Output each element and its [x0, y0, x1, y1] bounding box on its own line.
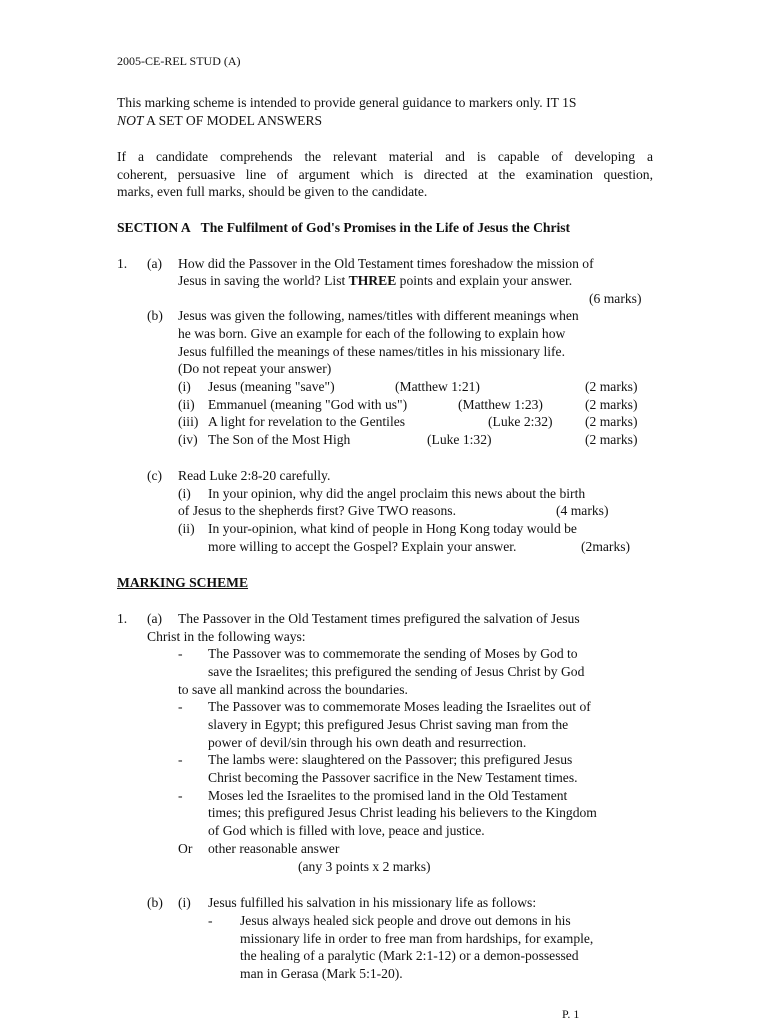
answer-point-line: save the Israelites; this prefigured the sending of Jesus Christ by God	[208, 664, 585, 679]
answer-b-point-line: man in Gerasa (Mark 5:1-20).	[240, 966, 403, 981]
question-number: 1.	[117, 256, 128, 271]
answer-point-line: Moses led the Israelites to the promised land in the Old Testament	[208, 788, 568, 803]
intro-line-2	[117, 112, 322, 130]
question-b-line-3: Jesus fulfilled the meanings of these names/titles in his missionary life.	[178, 344, 565, 359]
name-item-title: The Son of the Most High	[208, 432, 351, 447]
name-item-num: (i)	[178, 379, 191, 394]
intro-para-line-3: marks, even full marks, should be given to the candidate.	[117, 184, 428, 199]
bullet-dash: -	[178, 788, 183, 803]
name-item-title: A light for revelation to the Gentiles	[208, 414, 406, 429]
answer-a-label: (a)	[147, 611, 163, 626]
intro-para-line-1: If a candidate comprehends the relevant material and is capable of developing a	[117, 149, 653, 164]
answer-point-line: The Passover was to commemorate the sending of Moses by God to	[208, 646, 578, 661]
name-item-num: (ii)	[178, 397, 195, 412]
name-item-title: Jesus (meaning "save")	[208, 379, 335, 394]
question-b-label: (b)	[147, 308, 163, 323]
answer-point-line: slavery in Egypt; this prefigured Jesus Christ saving man from the	[208, 717, 569, 732]
answer-b-point-line: missionary life in order to free man from hardships, for example,	[240, 931, 594, 946]
name-item-title: Emmanuel (meaning "God with us")	[208, 397, 408, 412]
question-a-line-2-pre: Jesus in saving the world? List	[178, 273, 349, 288]
question-b-line-1: Jesus was given the following, names/titles with different meanings when	[178, 308, 579, 323]
intro-line-1: This marking scheme is intended to provide general guidance to markers only. IT 1S	[117, 95, 577, 110]
bullet-dash: -	[178, 752, 183, 767]
answer-point-line: times; this prefigured Jesus Christ leading his believers to the Kingdom	[208, 805, 597, 820]
answer-b-point-line: the healing of a paralytic (Mark 2:1-12) or a demon-possessed	[240, 948, 579, 963]
answer-marks-note: (any 3 points x 2 marks)	[298, 859, 431, 874]
answer-other: other reasonable answer	[208, 841, 340, 856]
paper-code: 2005-CE-REL STUD (A)	[117, 54, 241, 68]
marking-scheme-heading: MARKING SCHEME	[117, 575, 249, 590]
name-item-num: (iii)	[178, 414, 199, 429]
name-item-ref: (Luke 2:32)	[488, 414, 553, 429]
answer-b-i-num: (i)	[178, 895, 191, 910]
section-a-label: SECTION A	[117, 220, 191, 235]
answer-or: Or	[178, 841, 193, 856]
answer-point-line: The Passover was to commemorate Moses leading the Israelites out of	[208, 699, 591, 714]
question-c-i-line-2: of Jesus to the shepherds first? Give TWO reasons.	[178, 503, 456, 518]
name-item-num: (iv)	[178, 432, 198, 447]
answer-a-line-1: The Passover in the Old Testament times prefigured the salvation of Jesus	[178, 611, 580, 626]
question-a-three: THREE	[348, 273, 397, 288]
answer-point-line: to save all mankind across the boundaries.	[178, 682, 408, 697]
question-c-i-num: (i)	[178, 486, 191, 501]
name-item-ref: (Matthew 1:21)	[395, 379, 480, 394]
question-c-ii-num: (ii)	[178, 521, 195, 536]
question-c-i-line-1: In your opinion, why did the angel proclaim this news about the birth	[208, 486, 586, 501]
question-c-ii-marks: (2marks)	[581, 539, 631, 554]
name-item-marks: (2 marks)	[585, 379, 638, 394]
question-c-i-marks: (4 marks)	[556, 503, 609, 518]
question-a-line-1: How did the Passover in the Old Testament times foreshadow the mission of	[178, 256, 594, 271]
question-c-ii-line-1: In your-opinion, what kind of people in Hong Kong today would be	[208, 521, 577, 536]
bullet-dash: -	[178, 646, 183, 661]
section-a-heading	[117, 219, 570, 237]
question-c-ii-line-2: more willing to accept the Gospel? Explain your answer.	[208, 539, 517, 554]
question-a-label: (a)	[147, 256, 163, 271]
answer-point-line: of God which is filled with love, peace and justice.	[208, 823, 485, 838]
page-number: P. 1	[562, 1007, 580, 1021]
question-b-line-4: (Do not repeat your answer)	[178, 361, 332, 376]
name-item-marks: (2 marks)	[585, 397, 638, 412]
name-item-ref: (Matthew 1:23)	[458, 397, 543, 412]
answer-number: 1.	[117, 611, 128, 626]
question-b-line-2: he was born. Give an example for each of the following to explain how	[178, 326, 566, 341]
name-item-marks: (2 marks)	[585, 432, 638, 447]
answer-point-line: power of devil/sin through his own death and resurrection.	[208, 735, 527, 750]
name-item-ref: (Luke 1:32)	[427, 432, 492, 447]
intro-not-italic: NOT	[117, 113, 144, 128]
question-c-label: (c)	[147, 468, 163, 483]
bullet-dash: -	[178, 699, 183, 714]
answer-point-line: The lambs were: slaughtered on the Passover; this prefigured Jesus	[208, 752, 573, 767]
intro-para-line-2: coherent, persuasive line of argument which is directed at the examination question,	[117, 167, 653, 182]
question-a-line-2-post: points and explain your answer.	[396, 273, 573, 288]
question-c-line-1: Read Luke 2:8-20 carefully.	[178, 468, 331, 483]
answer-point-line: Christ becoming the Passover sacrifice in the New Testament times.	[208, 770, 578, 785]
answer-a-line-2: Christ in the following ways:	[147, 629, 306, 644]
bullet-dash: -	[208, 913, 213, 928]
name-item-marks: (2 marks)	[585, 414, 638, 429]
question-a-line-2	[178, 272, 572, 290]
answer-b-i-line: Jesus fulfilled his salvation in his missionary life as follows:	[208, 895, 537, 910]
answer-b-point-line: Jesus always healed sick people and drove out demons in his	[240, 913, 571, 928]
section-a-title: The Fulfilment of God's Promises in the Life of Jesus the Christ	[200, 220, 571, 235]
intro-line-2-rest: A SET OF MODEL ANSWERS	[143, 113, 323, 128]
answer-b-label: (b)	[147, 895, 163, 910]
question-a-marks: (6 marks)	[589, 291, 642, 306]
